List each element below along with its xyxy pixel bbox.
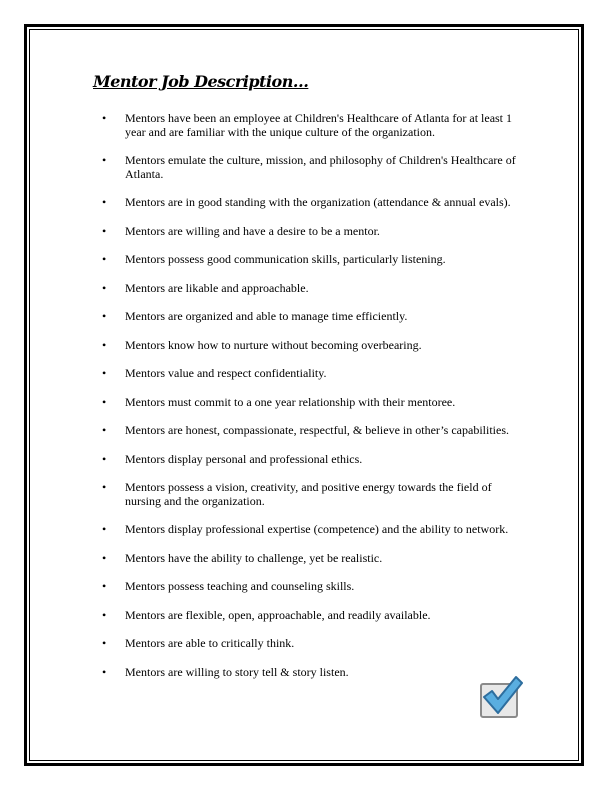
list-item: [102, 253, 522, 267]
list-item: [102, 481, 522, 508]
page-title: Mentor Job Description…: [93, 72, 309, 91]
bullet-icon: •: [102, 579, 107, 594]
list-item: [102, 453, 522, 467]
list-item-text: Mentors are flexible, open, approachable, and readily available.: [125, 607, 431, 622]
bullet-icon: •: [102, 607, 107, 622]
bullet-icon: •: [102, 111, 107, 125]
list-item-text: Mentors are honest, compassionate, respectful, & believe in other’s capabilities.: [125, 423, 509, 438]
list-item: [102, 282, 522, 296]
list-item: [102, 310, 522, 324]
list-item-text: Mentors value and respect confidentiality.: [125, 366, 327, 381]
bullet-icon: •: [102, 366, 107, 381]
bullet-icon: •: [102, 223, 107, 238]
mentor-requirements-list: [102, 112, 522, 694]
list-item-text: Mentors are likable and approachable.: [125, 280, 309, 295]
list-item-text: Mentors are organized and able to manage time efficiently.: [125, 309, 408, 324]
list-item-text: Mentors are in good standing with the organization (attendance & annual evals).: [125, 195, 511, 210]
list-item: [102, 367, 522, 381]
list-item: [102, 580, 522, 594]
bullet-icon: •: [102, 309, 107, 324]
list-item: [102, 523, 522, 537]
list-item-text: Mentors display personal and professional ethics.: [125, 451, 363, 466]
list-item-text: Mentors have the ability to challenge, yet be realistic.: [125, 550, 383, 565]
bullet-icon: •: [102, 664, 107, 679]
list-item-text: Mentors possess good communication skills, particularly listening.: [125, 252, 446, 267]
bullet-icon: •: [102, 153, 107, 168]
bullet-icon: •: [102, 451, 107, 466]
bullet-icon: •: [102, 480, 107, 494]
bullet-icon: •: [102, 394, 107, 409]
bullet-icon: •: [102, 280, 107, 295]
list-item: [102, 154, 522, 181]
list-item: [102, 396, 522, 410]
list-item: [102, 424, 522, 438]
list-item: [102, 552, 522, 566]
list-item-text: Mentors have been an employee at Children's Healthcare of Atlanta for at least 1 year and are familiar with the unique culture of the organization.: [125, 111, 513, 139]
bullet-icon: •: [102, 252, 107, 267]
list-item-text: Mentors are willing to story tell & story listen.: [125, 664, 349, 679]
bullet-icon: •: [102, 636, 107, 651]
bullet-icon: •: [102, 337, 107, 352]
list-item-text: Mentors must commit to a one year relationship with their mentoree.: [125, 394, 456, 409]
list-item-text: Mentors display professional expertise (competence) and the ability to network.: [125, 522, 509, 537]
list-item-text: Mentors know how to nurture without becoming overbearing.: [125, 337, 422, 352]
list-item: [102, 225, 522, 239]
bullet-icon: •: [102, 522, 107, 537]
list-item: [102, 196, 522, 210]
list-item: [102, 609, 522, 623]
list-item: [102, 339, 522, 353]
list-item-text: Mentors are able to critically think.: [125, 636, 295, 651]
bullet-icon: •: [102, 195, 107, 210]
bullet-icon: •: [102, 423, 107, 438]
bullet-icon: •: [102, 550, 107, 565]
list-item-text: Mentors are willing and have a desire to be a mentor.: [125, 223, 380, 238]
list-item: [102, 637, 522, 651]
list-item: [102, 666, 522, 680]
list-item-text: Mentors possess teaching and counseling skills.: [125, 579, 355, 594]
list-item-text: Mentors emulate the culture, mission, and philosophy of Children's Healthcare of Atlanta.: [125, 153, 516, 181]
checkbox-checked-icon: [478, 675, 524, 719]
list-item-text: Mentors possess a vision, creativity, and positive energy towards the field of nursing and the organization.: [125, 480, 492, 508]
list-item: [102, 112, 522, 139]
